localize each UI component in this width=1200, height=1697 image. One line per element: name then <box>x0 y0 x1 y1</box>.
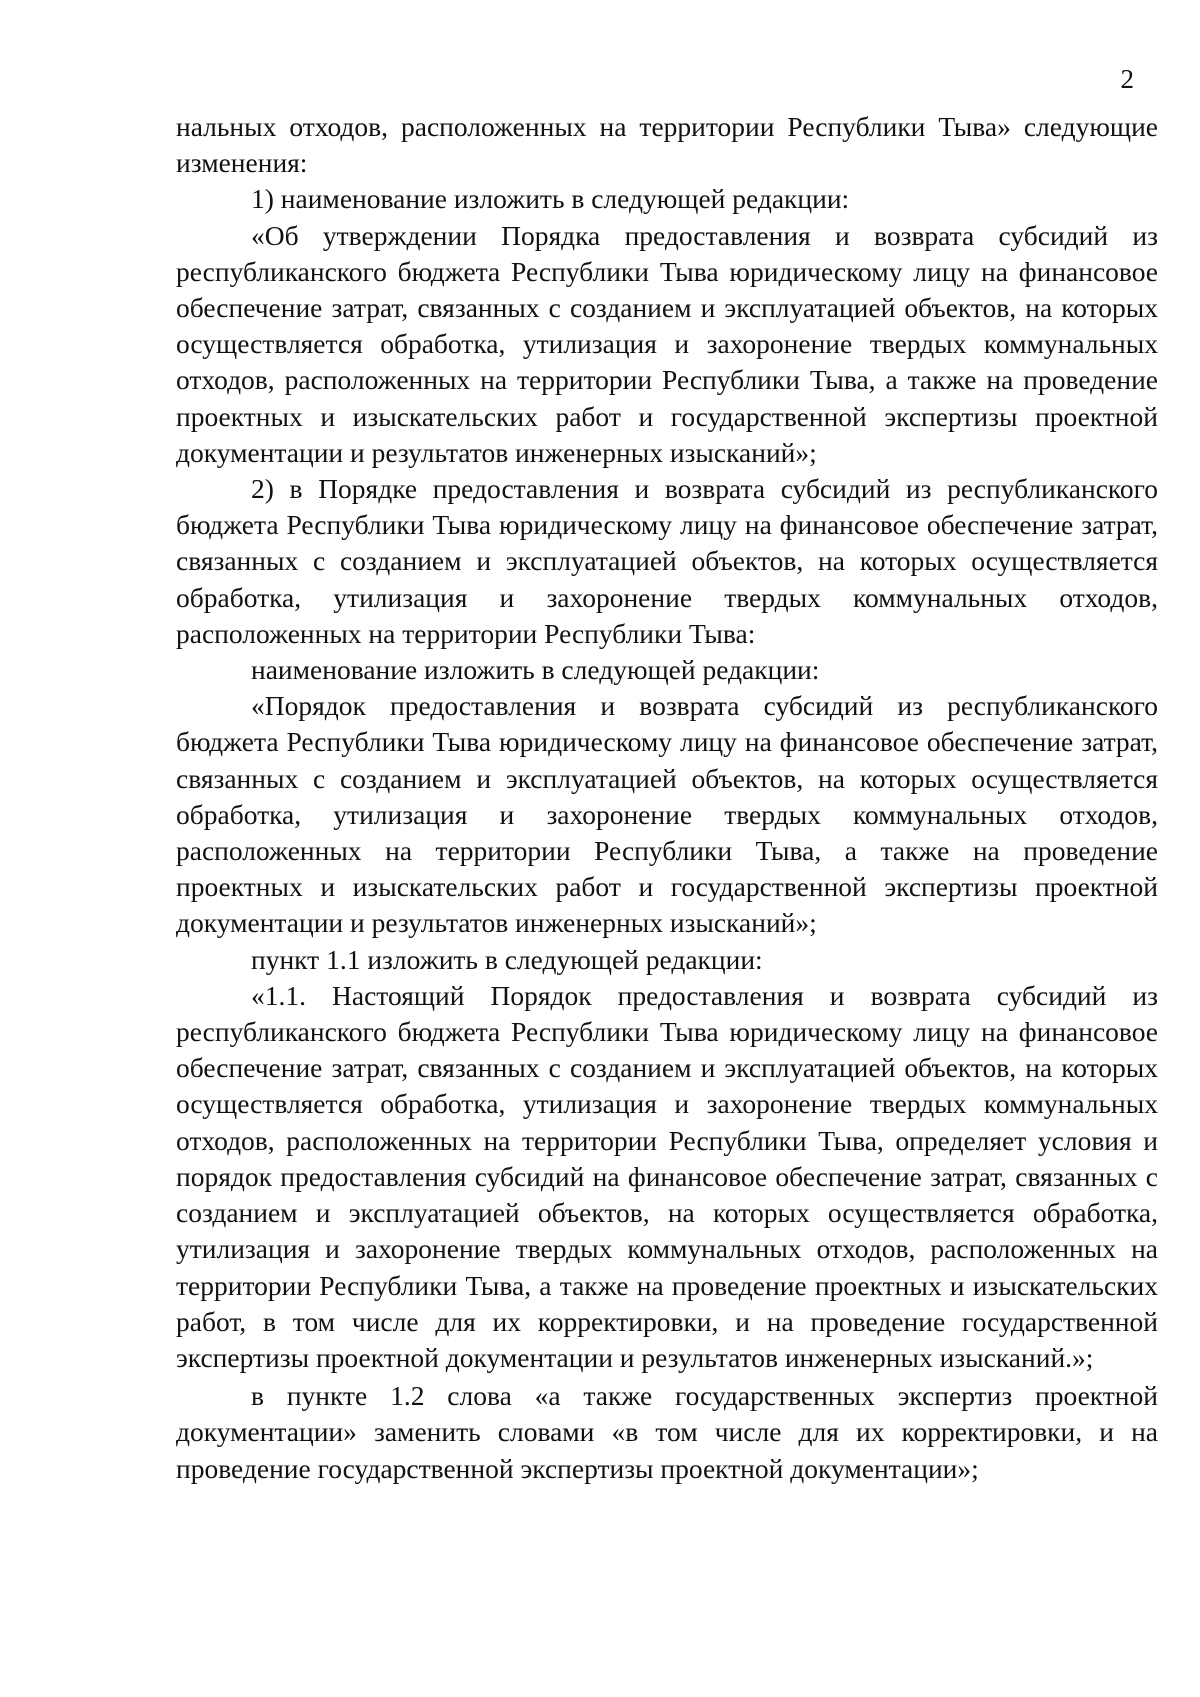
paragraph-title-instruction: наименование изложить в следующей редакции: <box>251 654 820 686</box>
paragraph-item-2: 2) в Порядке предоставления и возврата субсидий из республиканского бюджета Республики Тыва юридическому лицу на финансовое обеспечение затрат, связанных с созданием и эксплуатацией объектов, на которых осуществляется обработка, утилизация и захоронение твердых коммунальных отходов, расположенных на территории Республики Тыва: <box>176 473 1158 649</box>
paragraph-quoted-procedure-title: «Порядок предоставления и возврата субсидий из республиканского бюджета Республики Тыва юридическому лицу на финансовое обеспечение затрат, связанных с созданием и эксплуатацией объектов, на которых осуществляется обработка, утилизация и захоронение твердых коммунальных отходов, расположенных на территории Республики Тыва, а также на проведение проектных и изыскательских работ и государственной экспертизы проектной документации и результатов инженерных изысканий»; <box>176 690 1158 939</box>
paragraph-quoted-clause-1-1: «1.1. Настоящий Порядок предоставления и возврата субсидий из республиканского бюджета Республики Тыва юридическому лицу на финансовое обеспечение затрат, связанных с созданием и эксплуатацией объектов, на которых осуществляется обработка, утилизация и захоронение твердых коммунальных отходов, расположенных на территории Республики Тыва, определяет условия и порядок предоставления субсидий на финансовое обеспечение затрат, связанных с созданием и эксплуатацией объектов, на которых осуществляется обработка, утилизация и захоронение твердых коммунальных отходов, расположенных на территории Республики Тыва, а также на проведение проектных и изыскательских работ, в том числе для их корректировки, и на проведение государственной экспертизы проектной документации и результатов инженерных изысканий.»; <box>176 979 1158 1373</box>
paragraph-clause-1-2: в пункте 1.2 слова «а также государственных экспертиз проектной документации» заменить словами «в том числе для их корректировки, и на проведение государственной экспертизы проектной документации»; <box>176 1380 1158 1484</box>
paragraph-clause-instruction: пункт 1.1 изложить в следующей редакции: <box>251 943 763 975</box>
paragraph-item-1: 1) наименование изложить в следующей редакции: <box>251 183 850 215</box>
paragraph-quoted-title: «Об утверждении Порядка предоставления и возврата субсидий из республиканского бюджета Республики Тыва юридическому лицу на финансовое обеспечение затрат, связанных с созданием и эксплуатацией объектов, на которых осуществляется обработка, утилизация и захоронение твердых коммунальных отходов, расположенных на территории Республики Тыва, а также на проведение проектных и изыскательских работ и государственной экспертизы проектной документации и результатов инженерных изысканий»; <box>176 219 1158 468</box>
page-number: 2 <box>1120 64 1134 94</box>
paragraph-continuation: нальных отходов, расположенных на территории Республики Тыва» следующие изменения: <box>176 111 1158 179</box>
document-body <box>176 109 1158 1487</box>
